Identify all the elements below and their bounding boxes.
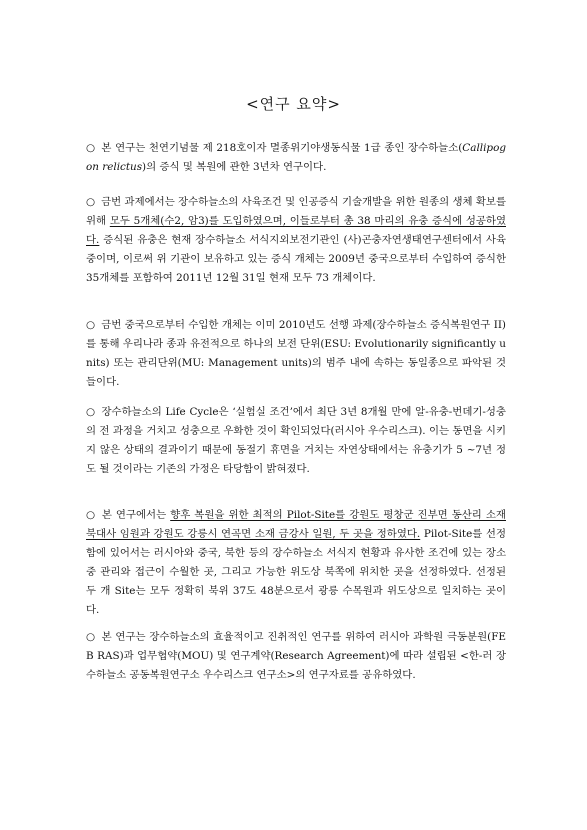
paragraph-text: 본 연구는 장수하늘소의 효율적이고 진취적인 연구를 위하여 러시아 과학원 극동분원(FEB RAS)과 업무협약(MOU) 및 연구계약(Research Agreement)에 따라 설립된 <한-러 장수하늘소 공동복원연구소 우수리스크 연구소>의 연구자료를 공유하였다. <box>86 631 506 681</box>
underlined-text: 모두 5개체(수2, 암3)를 도입하였으며, 이들로부터 총 38 마리의 유충 증식에 성공하였다. <box>86 215 506 246</box>
summary-paragraph-2 <box>86 193 506 288</box>
species-name: Callipogon relictus <box>86 142 506 173</box>
bullet: ○ <box>86 406 96 418</box>
bullet: ○ <box>86 196 96 208</box>
underlined-text: 향후 복원을 위한 최적의 Pilot-Site를 강원도 평창군 진부면 동산리 소재 북대사 임원과 강원도 강릉시 연곡면 소재 금강사 일원, 두 곳을 정하였다. <box>86 509 506 540</box>
paragraph-text: 본 연구는 천연기념물 제 218호이자 멸종위기야생동식물 1급 종인 장수하늘소( <box>101 142 463 154</box>
paragraph-text: 금번 중국으로부터 수입한 개체는 이미 2010년도 선행 과제(장수하늘소 증식복원연구 II)를 통해 우리나라 종과 유전적으로 하나의 보전 단위(ESU: Evolutionarily significantly units) 또는 관리단위(MU: Management units)의 범주 내에 속하는 동일종으로 파악된 것들이다. <box>86 319 506 388</box>
bullet: ○ <box>86 319 96 331</box>
bullet: ○ <box>86 142 96 154</box>
page-title: <연구 요약> <box>246 95 341 113</box>
paragraph-text: Pilot-Site를 선정함에 있어서는 러시아와 중국, 북한 등의 장수하늘소 서식지 현황과 유사한 조건에 있는 장소 중 관리와 접근이 수월한 곳, 그리고 가능한 위도상 북쪽에 위치한 곳을 선정하였다. 선정된 두 개 Site는 모두 정확히 북위 37도 48분으로서 광릉 수목원과 위도상으로 일치하는 곳이다. <box>86 528 506 616</box>
paragraph-text: 장수하늘소의 Life Cycle은 ‘실험실 조건’에서 최단 3년 8개월 만에 알-유충-번데기-성충의 전 과정을 거치고 성충으로 우화한 것이 확인되었다(러시아 우수리스크). 이는 동면을 시키지 않은 상태의 결과이기 때문에 동절기 휴면을 거치는 자연상태에서는 유충기가 5 ~7년 정도 될 것이라는 기존의 가정은 타당함이 밝혀졌다. <box>86 406 506 475</box>
summary-paragraph-1 <box>86 139 506 177</box>
summary-paragraph-5 <box>86 506 506 620</box>
summary-paragraph-6 <box>86 628 506 685</box>
bullet: ○ <box>86 631 96 643</box>
paragraph-text: 금번 과제에서는 장수하늘소의 사육조건 및 인공증식 기술개발을 위한 원종의 생체 확보를 위해 <box>86 196 506 227</box>
paragraph-text: 본 연구에서는 <box>101 509 171 521</box>
bullet: ○ <box>86 509 96 521</box>
paragraph-text: )의 증식 및 복원에 관한 3년차 연구이다. <box>142 161 327 173</box>
summary-paragraph-3 <box>86 316 506 392</box>
summary-paragraph-4 <box>86 403 506 479</box>
paragraph-text: 증식된 유충은 현재 장수하늘소 서식지외보전기관인 (사)곤충자연생태연구센터에서 사육 중이며, 이로써 위 기관이 보유하고 있는 증식 개체는 2009년 중국으로부터 수입하여 증식한 35개체를 포함하여 2011년 12월 31일 현재 모두 73 개체이다. <box>86 234 506 284</box>
